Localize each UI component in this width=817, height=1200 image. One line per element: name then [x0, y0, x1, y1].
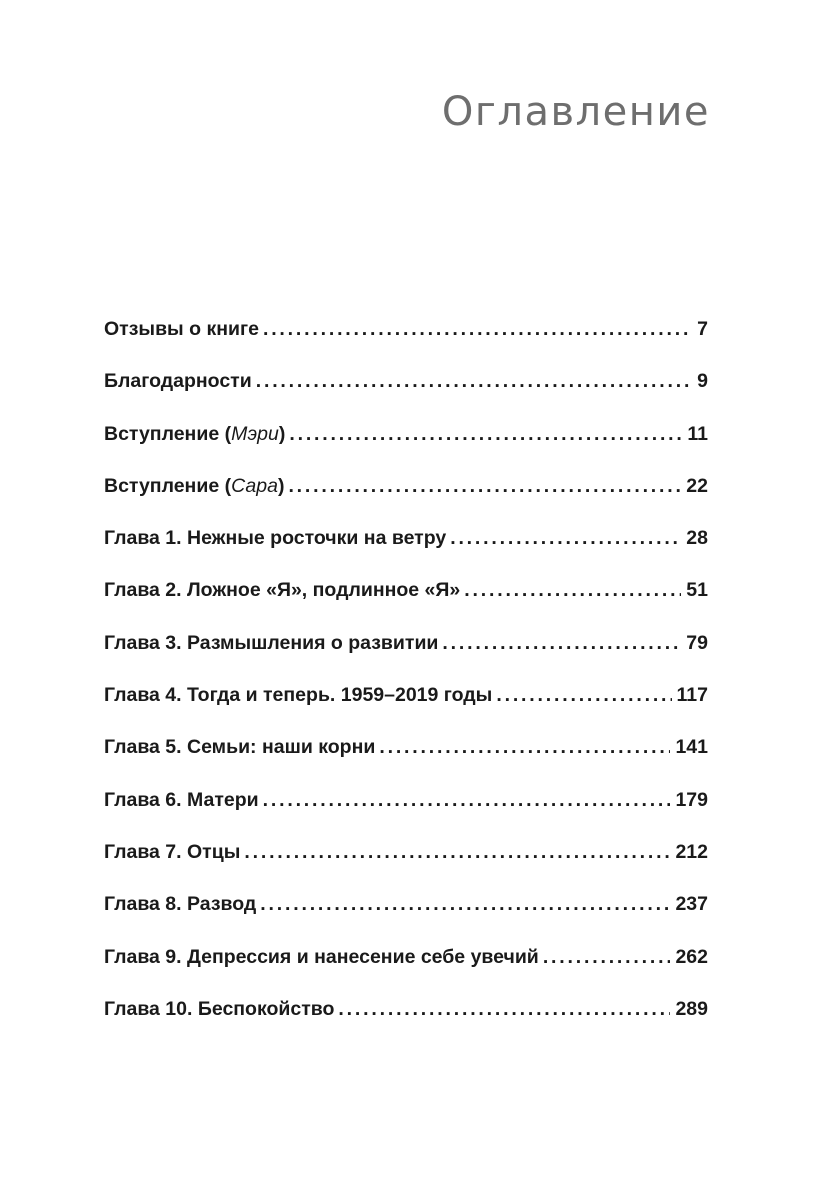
toc-entry-title: Глава 4. Тогда и теперь. 1959–2019 годы — [104, 684, 493, 707]
toc-page-number: 212 — [675, 840, 708, 863]
toc-entry-intro-sara[interactable] — [104, 475, 708, 527]
dot-leader — [379, 736, 670, 759]
toc-entry-title: Глава 5. Семьи: наши корни — [104, 736, 376, 759]
toc-entry-reviews[interactable] — [104, 318, 708, 370]
toc-page-number: 79 — [686, 631, 708, 654]
toc-entry-title: Глава 3. Размышления о развитии — [104, 631, 439, 654]
toc-page-number: 28 — [686, 527, 708, 550]
toc-entry-chapter-3[interactable] — [104, 632, 708, 684]
dot-leader — [496, 684, 671, 707]
toc-entry-title: Отзывы о книге — [104, 318, 259, 340]
toc-entry-chapter-10[interactable] — [104, 998, 708, 1050]
toc-entry-title: Глава 2. Ложное «Я», подлинное «Я» — [104, 579, 461, 602]
toc-page-number: 141 — [675, 736, 708, 759]
toc-page-number: 51 — [686, 579, 708, 602]
toc-page-number: 179 — [675, 788, 708, 811]
toc-entry-chapter-6[interactable] — [104, 789, 708, 841]
toc-entry-title: Глава 6. Матери — [104, 788, 259, 811]
dot-leader — [288, 475, 681, 498]
toc-page-number: 11 — [687, 422, 708, 445]
toc-entry-acknowledgments[interactable] — [104, 370, 708, 422]
toc-entry-title: Глава 7. Отцы — [104, 840, 241, 863]
dot-leader — [543, 946, 671, 969]
author-name: Сара — [231, 474, 278, 497]
dot-leader — [464, 579, 681, 602]
dot-leader — [260, 893, 670, 916]
toc-entry-title: Глава 1. Нежные росточки на ветру — [104, 527, 447, 550]
toc-entry-title: Глава 10. Беспокойство — [104, 997, 335, 1020]
toc-entry-chapter-4[interactable] — [104, 684, 708, 736]
dot-leader — [338, 998, 670, 1021]
toc-entry-title: Вступление (Мэри) — [104, 422, 286, 445]
toc-page-number: 262 — [675, 945, 708, 968]
toc-entry-chapter-9[interactable] — [104, 946, 708, 998]
dot-leader — [450, 527, 681, 550]
toc-entry-title: Благодарности — [104, 370, 252, 393]
dot-leader — [442, 632, 681, 655]
page-title: Оглавление — [441, 89, 710, 135]
dot-leader — [256, 370, 692, 393]
toc-entry-chapter-5[interactable] — [104, 736, 708, 788]
toc-entry-intro-mary[interactable] — [104, 423, 708, 475]
toc-entry-chapter-2[interactable] — [104, 579, 708, 631]
toc-entry-title: Глава 9. Депрессия и нанесение себе увечий — [104, 945, 539, 968]
toc-list — [104, 318, 708, 1050]
toc-entry-title: Вступление (Сара) — [104, 474, 285, 497]
toc-entry-chapter-8[interactable] — [104, 893, 708, 945]
toc-page-number: 22 — [686, 474, 708, 497]
toc-page-number: 289 — [675, 997, 708, 1020]
toc-page-number: 237 — [675, 893, 708, 916]
dot-leader — [289, 423, 682, 446]
author-name: Мэри — [231, 422, 279, 445]
toc-page-number: 7 — [697, 318, 708, 340]
toc-entry-title: Глава 8. Развод — [104, 893, 257, 916]
dot-leader — [244, 841, 670, 864]
dot-leader — [263, 789, 671, 812]
toc-page-number: 117 — [676, 684, 708, 707]
toc-page-number: 9 — [697, 370, 708, 393]
toc-entry-chapter-1[interactable] — [104, 527, 708, 579]
toc-entry-chapter-7[interactable] — [104, 841, 708, 893]
dot-leader — [263, 318, 692, 341]
